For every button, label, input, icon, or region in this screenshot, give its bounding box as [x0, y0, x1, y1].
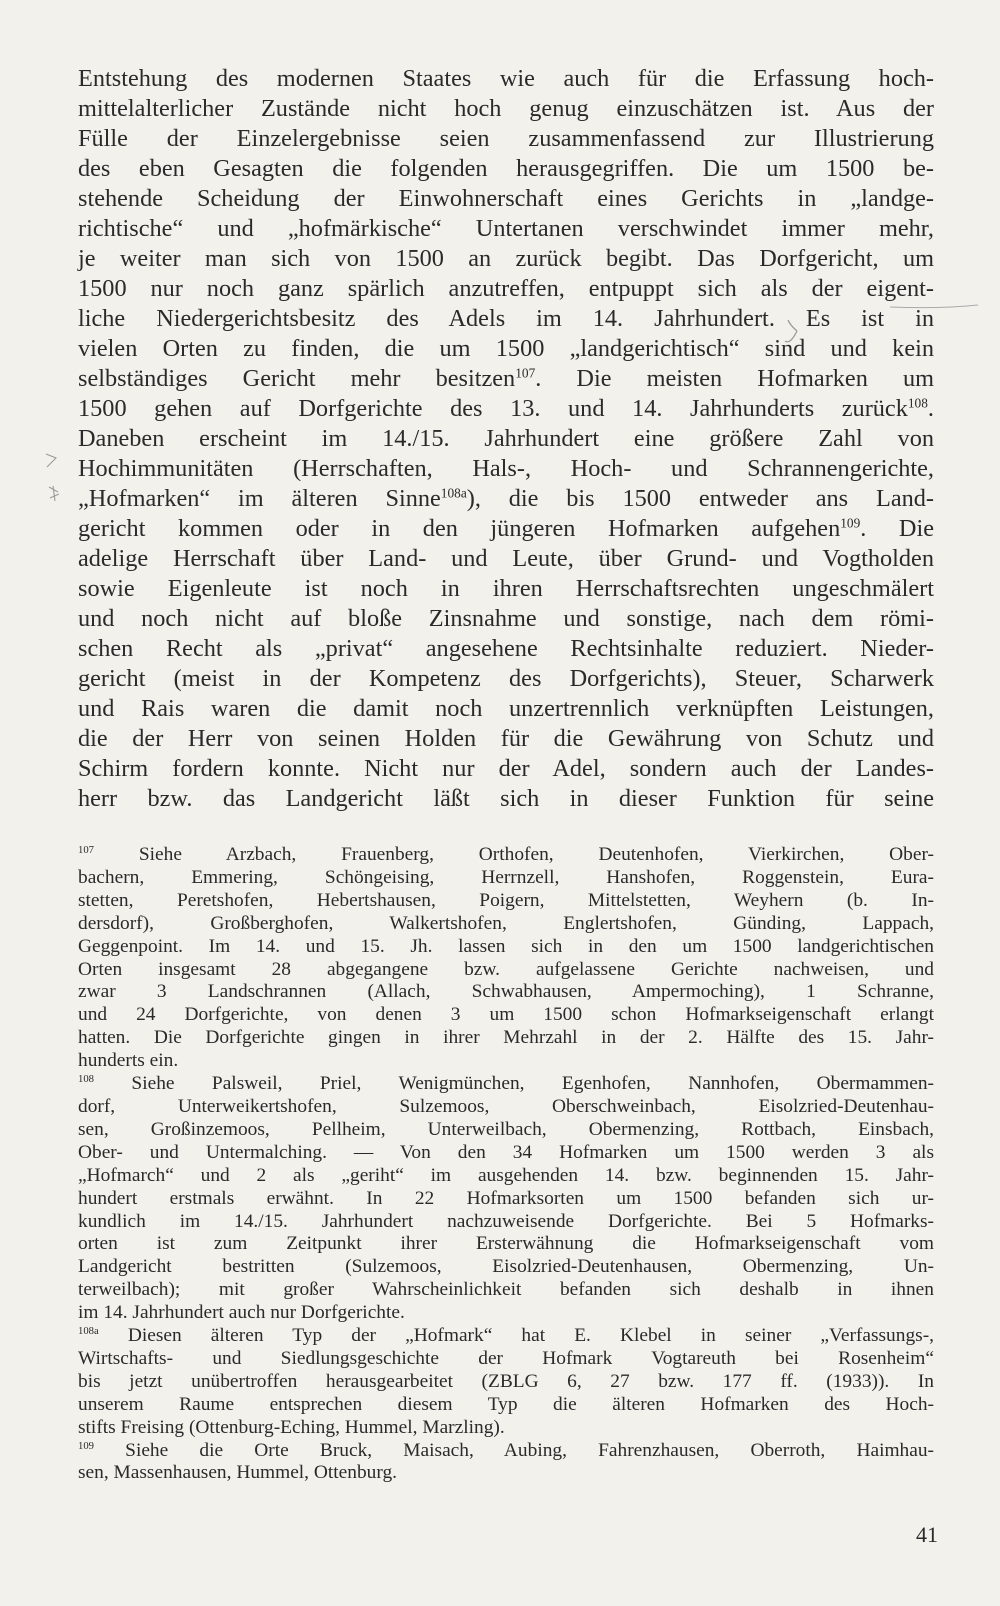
footnote-line: terweilbach); mit großer Wahrscheinlichkeit befanden sich deshalb in ihnen [78, 1279, 934, 1301]
text-line: und noch nicht auf bloße Zinsnahme und sonstige, nach dem römi- [78, 605, 934, 632]
footnote-text: Siehe Arzbach, Frauenberg, Orthofen, Deutenhofen, Vierkirchen, Ober- [93, 844, 934, 865]
footnote-line: Landgericht bestritten (Sulzemoos, Eisolzried-Deutenhausen, Obermenzing, Un- [78, 1256, 934, 1278]
text-line [78, 484, 934, 514]
pencil-margin-mark [49, 486, 59, 501]
footnote-line: unserem Raume entsprechen diesem Typ die älteren Hofmarken des Hoch- [78, 1393, 934, 1415]
footnote-text: Siehe Palsweil, Priel, Wenigmünchen, Egenhofen, Nannhofen, Obermammen- [93, 1073, 934, 1095]
text-line: stehende Scheidung der Einwohnerschaft eines Gerichts in „landge- [78, 185, 934, 212]
text-line: gericht (meist in der Kompetenz des Dorfgerichts), Steuer, Scharwerk [78, 665, 934, 692]
footnote-marker: 108a [78, 1325, 99, 1338]
footnote-107 [78, 844, 934, 1073]
text-line: liche Niedergerichtsbesitz des Adels im 14. Jahrhundert. Es ist in [78, 305, 934, 332]
footnote-line [78, 1073, 934, 1096]
footnote-108a [78, 1325, 934, 1440]
footnote-line: zwar 3 Landschrannen (Allach, Schwabhausen, Ampermoching), 1 Schranne, [78, 981, 934, 1003]
footnote-ref-108a[interactable]: 108a [440, 485, 467, 501]
footnote-marker: 109 [78, 1439, 94, 1452]
text-line: Daneben erscheint im 14./15. Jahrhundert eine größere Zahl von [78, 425, 934, 452]
footnote-line: Orten insgesamt 28 abgegangene bzw. aufgelassene Gerichte nachweisen, und [78, 958, 934, 980]
footnote-line: im 14. Jahrhundert auch nur Dorfgerichte. [78, 1302, 405, 1324]
text-line: sowie Eigenleute ist noch in ihren Herrschaftsrechten ungeschmälert [78, 575, 934, 602]
text-line: richtische“ und „hofmärkische“ Untertanen verschwindet immer mehr, [78, 215, 934, 242]
text-line: adelige Herrschaft über Land- und Leute, über Grund- und Vogtholden [78, 545, 934, 572]
text-line: Entstehung des modernen Staates wie auch für die Erfassung hoch- [78, 65, 934, 92]
text-segment: . [927, 395, 934, 422]
footnote-ref-107[interactable]: 107 [515, 365, 536, 381]
text-line: vielen Orten zu finden, die um 1500 „landgerichtisch“ sind und kein [78, 335, 934, 362]
footnote-line: Wirtschafts- und Siedlungsgeschichte der Hofmark Vogtareuth bei Rosenheim“ [78, 1347, 934, 1369]
text-segment: 1500 gehen auf Dorfgerichte des 13. und 14. Jahrhunderts zurück [78, 395, 908, 422]
text-segment: ), die bis 1500 entweder ans Land- [466, 485, 934, 512]
footnote-line [78, 1325, 934, 1348]
footnote-line: dorf, Unterweikertshofen, Sulzemoos, Oberschweinbach, Eisolzried-Deutenhau- [78, 1095, 934, 1117]
footnote-text: Siehe die Orte Bruck, Maisach, Aubing, Fahrenzhausen, Oberroth, Haimhau- [93, 1439, 934, 1461]
footnote-line: hunderts ein. [78, 1050, 179, 1072]
text-segment: gericht kommen oder in den jüngeren Hofmarken aufgehen [78, 515, 841, 542]
footnote-text: Diesen älteren Typ der „Hofmark“ hat E. Klebel in seiner „Verfassungs-, [98, 1325, 934, 1347]
text-segment: . Die meisten Hofmarken um [535, 365, 934, 392]
footnote-109 [78, 1440, 934, 1486]
footnote-line: sen, Massenhausen, Hummel, Ottenburg. [78, 1462, 397, 1484]
page-number: 41 [916, 1522, 938, 1547]
footnote-line: hatten. Die Dorfgerichte gingen in ihrer Mehrzahl in der 2. Hälfte des 15. Jahr- [78, 1027, 934, 1049]
text-line: die der Herr von seinen Holden für die Gewährung von Schutz und [78, 725, 934, 752]
footnote-marker: 107 [78, 844, 94, 857]
footnote-ref-108[interactable]: 108 [907, 395, 928, 411]
pencil-margin-mark [46, 454, 56, 467]
footnote-line: stifts Freising (Ottenburg-Eching, Hummel, Marzling). [78, 1416, 505, 1438]
footnote-line: „Hofmarch“ und 2 als „geriht“ im ausgehenden 14. bzw. beginnenden 15. Jahr- [78, 1164, 934, 1186]
footnote-line: kundlich im 14./15. Jahrhundert nachzuweisende Dorfgerichte. Bei 5 Hofmarks- [78, 1210, 934, 1232]
text-line: je weiter man sich von 1500 an zurück begibt. Das Dorfgericht, um [78, 245, 934, 272]
footnote-line [78, 1440, 934, 1463]
footnote-line [78, 844, 934, 867]
footnote-line: Ober- und Untermalching. — Von den 34 Hofmarken um 1500 werden 3 als [78, 1141, 934, 1163]
footnote-marker: 108 [78, 1073, 94, 1086]
footnote-line: dersdorf), Großberghofen, Walkertshofen, Englertshofen, Günding, Lappach, [78, 912, 934, 934]
footnote-line: Geggenpoint. Im 14. und 15. Jh. lassen sich in den um 1500 landgerichtischen [78, 935, 934, 957]
text-line: und Rais waren die damit noch unzertrennlich verknüpften Leistungen, [78, 695, 934, 722]
footnote-line: und 24 Dorfgerichte, von denen 3 um 1500 schon Hofmarkseigenschaft erlangt [78, 1004, 934, 1026]
text-line: mittelalterlicher Zustände nicht hoch genug einzuschätzen ist. Aus der [78, 95, 934, 122]
footnote-line: orten ist zum Zeitpunkt ihrer Ersterwähnung die Hofmarkseigenschaft vom [78, 1233, 934, 1255]
text-line: Schirm fordern konnte. Nicht nur der Adel, sondern auch der Landes- [78, 755, 934, 782]
text-line [78, 394, 934, 424]
text-line: herr bzw. das Landgericht läßt sich in dieser Funktion für seine [78, 785, 934, 812]
footnote-ref-109[interactable]: 109 [840, 515, 861, 531]
footnotes [78, 844, 934, 1485]
footnote-line: bachern, Emmering, Schöngeising, Herrnzell, Hanshofen, Roggenstein, Eura- [78, 866, 934, 888]
text-line: des eben Gesagten die folgenden herausgegriffen. Die um 1500 be- [78, 155, 934, 182]
text-line [78, 364, 934, 394]
text-line [78, 514, 934, 544]
text-line: Hochimmunitäten (Herrschaften, Hals-, Hoch- und Schrannengerichte, [78, 455, 934, 482]
footnote-line: bis jetzt unübertroffen herausgearbeitet (ZBLG 6, 27 bzw. 177 ff. (1933)). In [78, 1370, 934, 1392]
text-line: schen Recht als „privat“ angesehene Rechtsinhalte reduziert. Nieder- [78, 635, 934, 662]
text-segment: „Hofmarken“ im älteren Sinne [78, 485, 441, 512]
main-text [78, 64, 934, 814]
footnote-line: sen, Großinzemoos, Pellheim, Unterweilbach, Obermenzing, Rottbach, Einsbach, [78, 1118, 934, 1140]
text-line: Fülle der Einzelergebnisse seien zusammenfassend zur Illustrierung [78, 125, 934, 152]
text-segment: selbständiges Gericht mehr besitzen [78, 365, 516, 392]
text-segment: . Die [860, 515, 934, 542]
footnote-line: stetten, Peretshofen, Hebertshausen, Poigern, Mittelstetten, Weyhern (b. In- [78, 889, 934, 911]
footnote-108 [78, 1073, 934, 1325]
text-line: 1500 nur noch ganz spärlich anzutreffen, entpuppt sich als der eigent- [78, 275, 934, 302]
footnote-line: hundert erstmals erwähnt. In 22 Hofmarksorten um 1500 befanden sich ur- [78, 1187, 934, 1209]
